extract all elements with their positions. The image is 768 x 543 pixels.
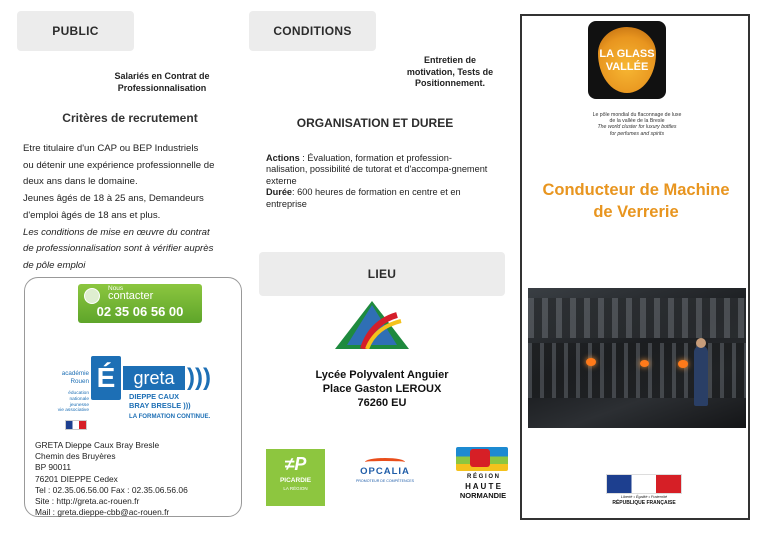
normandie-line3: NORMANDIE (459, 491, 507, 500)
lieu-line: Lycée Polyvalent Anguier (315, 369, 449, 381)
normandie-line1: R É G I O N (466, 474, 499, 480)
republique-name: RÉPUBLIQUE FRANÇAISE (612, 500, 676, 506)
criteres-note-line: Les conditions de mise en œuvre du contrat (23, 226, 210, 238)
glass-vallee-logo (588, 21, 666, 99)
factory-photo (528, 288, 746, 428)
job-title (524, 179, 748, 223)
public-heading-text: PUBLIC (52, 24, 99, 38)
glass-drop-icon (598, 27, 656, 93)
greta-branch: DIEPPE CAUX BRAY BRESLE ))) (129, 392, 191, 410)
criteres-line: Jeunes âgés de 18 à 25 ans, Demandeurs (23, 193, 204, 205)
worker-figure (694, 346, 708, 406)
contact-box (24, 277, 242, 517)
region-logo-icon (333, 299, 411, 361)
glass-vallee-line1: LA GLASS (599, 48, 655, 60)
opcalia-name: OPCALIA (360, 466, 410, 477)
duree-text: : 600 heures de formation en centre et en entreprise (266, 187, 461, 209)
marianne-icon (606, 474, 682, 494)
opcalia-sub: PROMOTEUR DE COMPÉTENCES (355, 479, 415, 483)
republique-logo (606, 474, 682, 514)
job-title-line1: Conducteur de Machine (542, 181, 730, 199)
job-title-line2: de Verrerie (593, 203, 679, 221)
conditions-text-line: motivation, Tests de (406, 66, 494, 77)
greta-address-line: Tel : 02.35.06.56.00 Fax : 02.35.06.56.06 (35, 484, 188, 495)
criteres-line: ou détenir une expérience professionnelle de (23, 159, 215, 171)
greta-address-line: Chemin des Bruyères (35, 451, 116, 462)
lieu-line: 76260 EU (357, 397, 407, 409)
opcalia-logo (345, 458, 425, 498)
criteres-text (23, 141, 243, 275)
lieu-heading-text: LIEU (367, 267, 397, 281)
greta-e-icon: É (91, 356, 121, 400)
greta-branch-arcs: ))) (183, 400, 191, 410)
duree-label: Durée (266, 187, 293, 198)
conditions-text (385, 55, 515, 90)
greta-address-line: BP 90011 (35, 462, 72, 473)
lieu-address (262, 368, 502, 410)
public-audience (92, 70, 232, 94)
criteres-note-line: de pôle emploi (23, 259, 86, 271)
conditions-text-line: Entretien de (423, 55, 476, 65)
picardie-sub: LA RÉGION (283, 486, 308, 491)
greta-address-line: Mail : greta.dieppe-cbb@ac-rouen.fr (35, 507, 170, 518)
greta-address-line: Site : http://greta.ac-rouen.fr (35, 496, 140, 507)
public-audience-line1: Salariés en Contrat de (114, 71, 210, 81)
greta-address (35, 440, 240, 518)
greta-logo (45, 356, 235, 426)
greta-tagline: LA FORMATION CONTINUE. (129, 413, 211, 420)
picardie-name: PICARDIE (279, 477, 312, 484)
criteres-line: deux ans dans le domaine. (23, 176, 138, 188)
picardie-icon: ≠P (284, 454, 307, 474)
greta-wordmark: greta (123, 366, 185, 390)
normandie-map-icon (456, 447, 508, 471)
haute-normandie-logo (456, 447, 510, 509)
glass-vallee-line2: VALLÉE (605, 61, 649, 73)
glass-vallee-tagline: Le pôle mondial du flaconnage de luxe de la vallée de la Bresle The world cluster for luxury bottles for perfumes and spirits (592, 112, 682, 137)
public-heading (17, 11, 134, 51)
public-audience-line2: Professionnalisation (117, 83, 207, 93)
conditions-heading (249, 11, 376, 51)
organisation-heading: ORGANISATION ET DUREE (296, 116, 454, 130)
lieu-heading (259, 252, 505, 296)
criteres-heading: Critères de recrutement (62, 111, 198, 125)
cover-panel (520, 14, 750, 520)
greta-address-line: GRETA Dieppe Caux Bray Bresle (35, 440, 160, 450)
contact-phone: 02 35 06 56 00 (96, 304, 184, 319)
lieu-line: Place Gaston LEROUX (322, 383, 442, 395)
criteres-note-line: de professionnalisation sont à vérifier auprès (23, 243, 214, 255)
opcalia-arc-icon (365, 458, 405, 466)
actions-label: Actions (266, 153, 300, 163)
picardie-logo (266, 449, 325, 506)
contact-banner (78, 284, 202, 323)
organisation-text (266, 153, 488, 210)
normandie-line2: H A U T E (465, 482, 501, 491)
greta-arcs-icon: ))) (187, 364, 211, 391)
academie-text: académie Rouen (61, 370, 89, 385)
criteres-line: d'emploi âgés de 18 ans et plus. (23, 209, 161, 221)
phone-icon (84, 288, 100, 304)
republique-motto: Liberté • Égalité • Fraternité (620, 495, 668, 499)
actions-text: : Évaluation, formation et profession-nalisation, possibilité de tutorat et d'accompa-gnement externe (266, 153, 488, 186)
greta-sub-text: éducation nationale jeunesse vie associative (57, 391, 89, 414)
contact-label-2: contacter (108, 290, 154, 302)
criteres-line: Etre titulaire d'un CAP ou BEP Industriels (23, 143, 199, 154)
conditions-text-line: Positionnement. (414, 78, 485, 88)
french-flag-icon (65, 420, 87, 430)
conditions-heading-text: CONDITIONS (273, 24, 352, 38)
greta-address-line: 76201 DIEPPE Cedex (35, 473, 118, 484)
region-logo (333, 299, 411, 361)
contact-label: Nous (108, 285, 124, 292)
